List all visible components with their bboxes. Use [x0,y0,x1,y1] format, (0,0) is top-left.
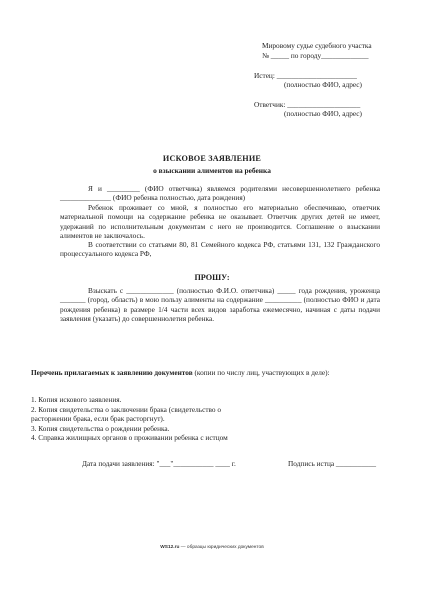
defendant-hint: (полностью ФИО, адрес) [284,109,362,119]
footer-site: WS12.ru [160,545,180,550]
signature-line: Подпись истца ___________ [288,459,377,468]
list-item: 4. Справка жилищных органов о проживании ребенка с истцом [31,433,228,443]
filing-date-line: Дата подачи заявления: "___"___________ ____ г. [82,459,236,468]
parents-paragraph: Я и _________ (ФИО ответчика) являемся родителями несовершеннолетнего ребенка ______________ (ФИО ребенка полностью, дата рождения) [60,184,380,203]
list-item: 1. Копия искового заявления. [31,395,122,404]
court-address-block [262,41,372,61]
defendant-line: Ответчик: ____________________ [254,100,361,109]
list-item: 3. Копия свидетельства о рождении ребенка. [31,423,170,433]
legal-basis-paragraph: В соответствии со статьями 80, 81 Семейного кодекса РФ, статьями 131, 132 Гражданского процессуального кодекса РФ, [60,240,380,259]
list-item: расторжении брака, если брак расторгнут). [31,414,165,424]
document-title: ИСКОВОЕ ЗАЯВЛЕНИЕ [162,154,262,163]
request-paragraph: Взыскать с _____________ (полностью Ф.И.О. ответчика) _____ года рождения, уроженца _______ (город, область) в мою пользу алименты на содержание __________ (полностью ФИО и дата рождения ребенка) в размере 1/4 части всех видов заработка ежемесячно, начиная с даты подачи заявления (указать) до совершеннолетия ребенка. [60,286,380,323]
attachments-list [31,395,228,443]
circumstances-paragraph: Ребенок проживает со мной, я полностью его материально обеспечиваю, ответчик материальной помощи на содержание ребенка не оказывает. Ответчик других детей не имеет, удержаний по исполнительным документам с него не производится. Соглашение о взыскании алиментов не заключалось. [60,203,380,240]
request-heading: ПРОШУ: [194,273,230,282]
attachments-heading-bold: Перечень прилагаемых к заявлению документов [31,368,193,377]
attachments-heading-rest: (копии по числу лиц, участвующих в деле): [192,368,330,377]
plaintiff-line: Истец: ______________________ [254,71,357,80]
court-number-line: № _____ по городу_____________ [262,51,369,60]
plaintiff-hint: (полностью ФИО, адрес) [284,80,362,90]
footer-text: — образцы юридических документов [179,545,264,550]
defendant-block [254,100,362,119]
document-subtitle: о взыскании алиментов на ребенка [153,166,271,175]
plaintiff-block [254,71,362,90]
footer-watermark [0,545,424,551]
court-line: Мировому судье судебного участка [262,41,372,50]
list-item: 2. Копия свидетельства о заключении брака (свидетельство о [31,404,222,414]
attachments-heading [31,368,391,377]
